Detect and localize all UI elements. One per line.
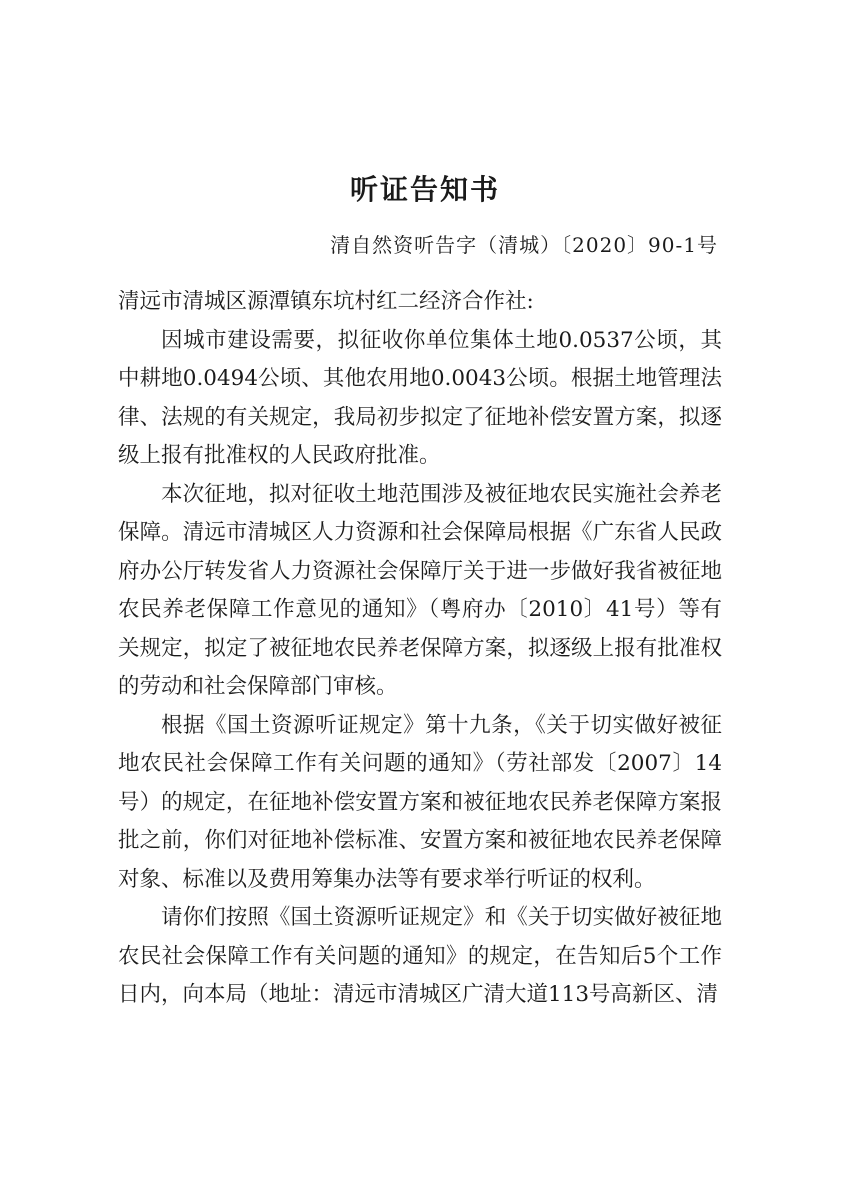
paragraph-2: 本次征地，拟对征收土地范围涉及被征地农民实施社会养老保障。清远市清城区人力资源和社会保障局根据《广东省人民政府办公厅转发省人力资源社会保障厅关于进一步做好我省被征地农民养老保障工作意见的通知》（粤府办〔2010〕41号）等有关规定，拟定了被征地农民养老保障方案，拟逐级上报有批准权的劳动和社会保障部门审核。 [118,481,722,699]
recipient-line: 清远市清城区源潭镇东坑村红二经济合作社: [118,289,534,314]
paragraph-4: 请你们按照《国土资源听证规定》和《关于切实做好被征地农民社会保障工作有关问题的通知》的规定，在告知后5个工作日内，向本局（地址：清远市清城区广清大道113号高新区、清 [118,905,722,1007]
paragraph-3: 根据《国土资源听证规定》第十九条，《关于切实做好被征地农民社会保障工作有关问题的通知》（劳社部发〔2007〕14号）的规定，在征地补偿安置方案和被征地农民养老保障方案报批之前，你们对征地补偿标准、安置方案和被征地农民养老保障对象、标准以及费用筹集办法等有要求举行听证的权利。 [118,712,722,892]
document-title: 听证告知书 [349,173,500,206]
document-body [118,283,722,1015]
paragraph-1: 因城市建设需要，拟征收你单位集体土地0.0537公顷，其中耕地0.0494公顷、其他农用地0.0043公顷。根据土地管理法律、法规的有关规定，我局初步拟定了征地补偿安置方案，拟逐级上报有批准权的人民政府批准。 [118,327,722,468]
document-number: 清自然资听告字（清城）〔2020〕90-1号 [330,233,718,257]
